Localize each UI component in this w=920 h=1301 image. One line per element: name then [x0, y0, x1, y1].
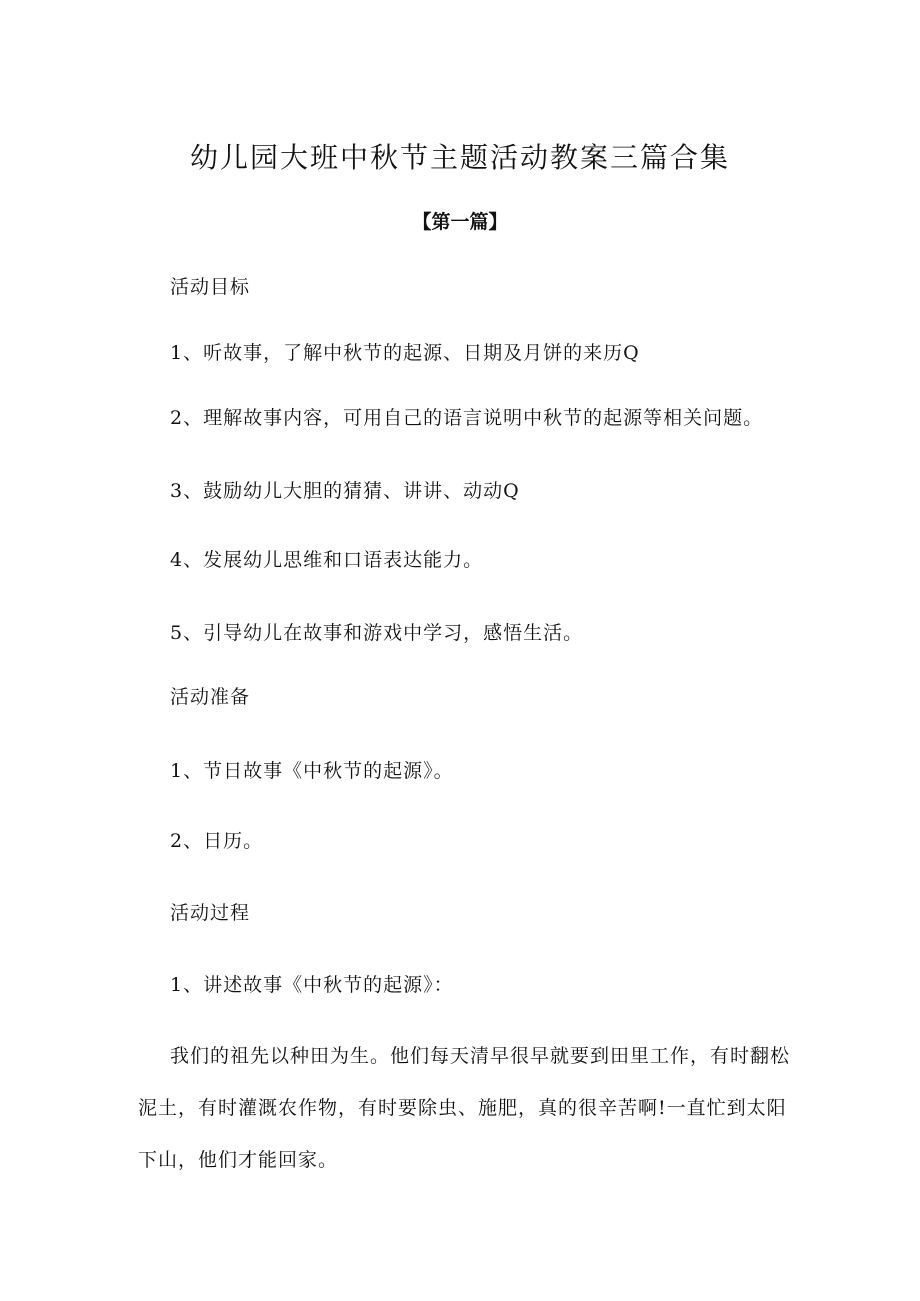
part-label: 【第一篇】 [412, 211, 508, 233]
goal-item-2: 2、理解故事内容，可用自己的语言说明中秋节的起源等相关问题。 [170, 407, 764, 429]
section-heading-preparation: 活动准备 [170, 686, 251, 708]
goal-item-5: 5、引导幼儿在故事和游戏中学习，感悟生活。 [170, 622, 584, 644]
preparation-item-2: 2、日历。 [170, 830, 264, 852]
section-heading-process: 活动过程 [170, 902, 251, 924]
paragraph-line: 我们的祖先以种田为生。他们每天清早很早就要到田里工作，有时翻松 [170, 1045, 791, 1067]
page-title: 幼儿园大班中秋节主题活动教案三篇合集 [189, 141, 730, 174]
section-heading-goals: 活动目标 [170, 276, 251, 298]
process-item-1: 1、讲述故事《中秋节的起源》： [170, 974, 454, 996]
goal-item-4: 4、发展幼儿思维和口语表达能力。 [170, 549, 484, 571]
story-paragraph [138, 1041, 798, 1197]
preparation-item-1: 1、节日故事《中秋节的起源》。 [170, 760, 454, 782]
goal-item-3: 3、鼓励幼儿大胆的猜猜、讲讲、动动Q [170, 480, 520, 502]
paragraph-line: 泥土，有时灌溉农作物，有时要除虫、施肥，真的很辛苦啊!一直忙到太阳 [138, 1097, 787, 1119]
goal-item-1: 1、听故事，了解中秋节的起源、日期及月饼的来历Q [170, 342, 640, 364]
paragraph-line: 下山，他们才能回家。 [138, 1149, 339, 1171]
